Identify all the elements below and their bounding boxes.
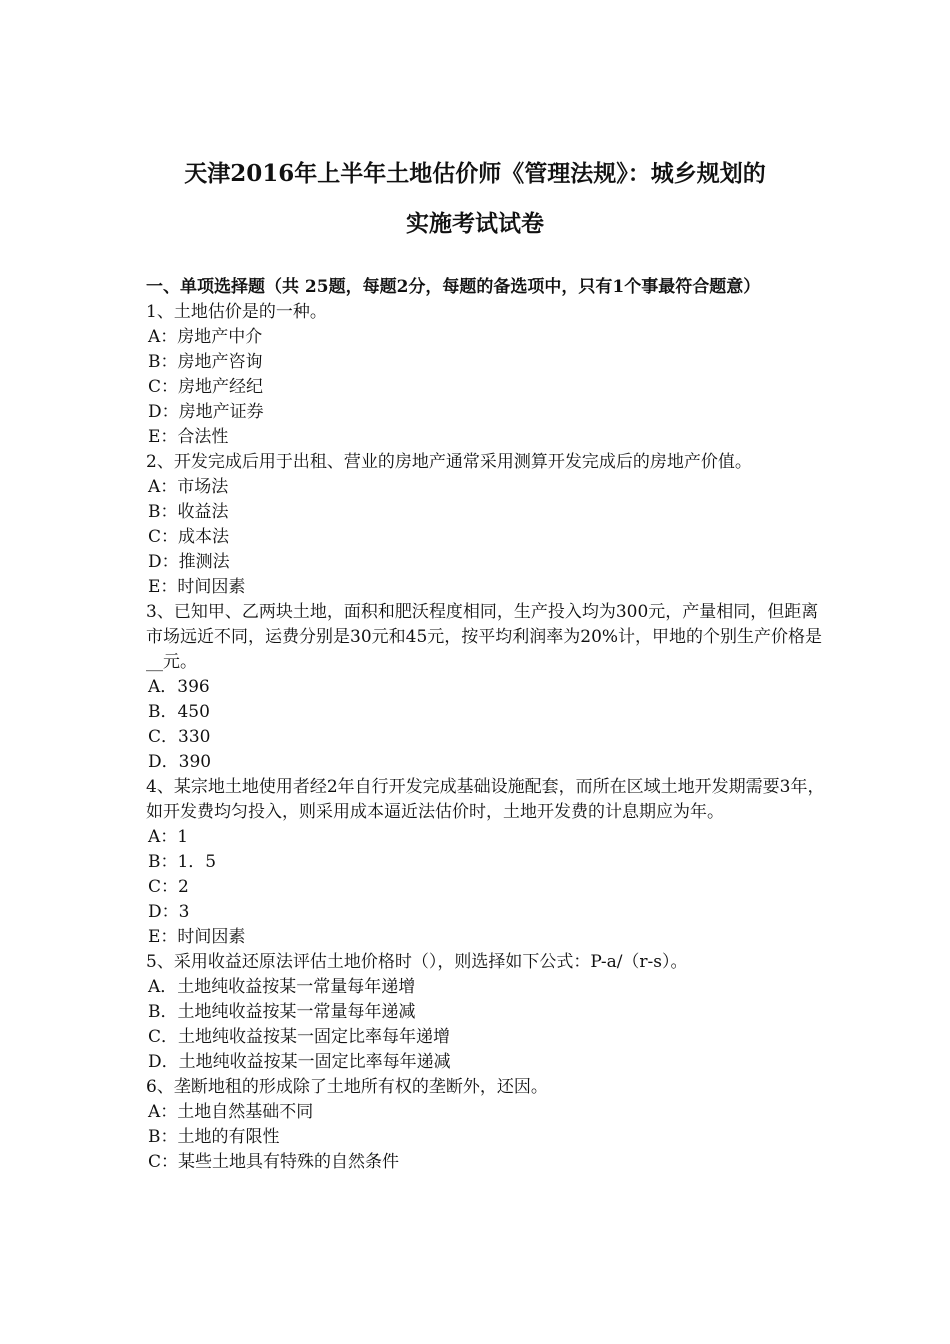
question-3-option-b: B．450 (148, 702, 210, 722)
question-4-option-d: D：3 (148, 902, 190, 922)
document-title-line-2: 实施考试试卷 (406, 210, 544, 237)
question-4: 4、某宗地土地使用者经2年自行开发完成基础设施配套，而所在区域土地开发期需要3年，如开发费均匀投入，则采用成本逼近法估价时，土地开发费的计息期应为年。 (146, 777, 825, 822)
question-1: 1、土地估价是的一种。 (146, 302, 327, 322)
question-2-option-d: D：推测法 (148, 552, 230, 572)
question-2-option-e: E：时间因素 (148, 577, 246, 597)
question-2-option-b: B：收益法 (148, 502, 229, 522)
question-5-option-b: B．土地纯收益按某一常量每年递减 (148, 1002, 416, 1022)
question-2: 2、开发完成后用于出租、营业的房地产通常采用测算开发完成后的房地产价值。 (146, 452, 752, 472)
question-6: 6、垄断地租的形成除了土地所有权的垄断外，还因。 (146, 1077, 548, 1097)
question-1-option-c: C：房地产经纪 (148, 377, 264, 397)
question-3-option-d: D．390 (148, 752, 212, 772)
exam-content (146, 275, 826, 1175)
question-2-option-c: C：成本法 (148, 527, 230, 547)
question-4-option-c: C：2 (148, 877, 189, 897)
question-6-option-c: C：某些土地具有特殊的自然条件 (148, 1152, 400, 1172)
question-6-option-a: A：土地自然基础不同 (148, 1102, 314, 1122)
question-4-option-e: E：时间因素 (148, 927, 246, 947)
question-3-option-a: A．396 (148, 677, 210, 697)
question-4-option-a: A：1 (148, 827, 189, 847)
question-1-option-d: D：房地产证券 (148, 402, 264, 422)
question-6-option-b: B：土地的有限性 (148, 1127, 280, 1147)
question-3-option-c: C．330 (148, 727, 211, 747)
question-1-option-e: E：合法性 (148, 427, 229, 447)
question-5-option-a: A．土地纯收益按某一常量每年递增 (148, 977, 416, 997)
question-3: 3、已知甲、乙两块土地，面积和肥沃程度相同，生产投入均为300元，产量相同，但距离市场远近不同，运费分别是30元和45元，按平均利润率为20%计，甲地的个别生产价格是__元。 (146, 602, 823, 672)
question-1-option-b: B：房地产咨询 (148, 352, 263, 372)
question-1-option-a: A：房地产中介 (148, 327, 263, 347)
question-5-option-c: C．土地纯收益按某一固定比率每年递增 (148, 1027, 451, 1047)
question-4-option-b: B：1．5 (148, 852, 217, 872)
section-header: 一、单项选择题（共 25题，每题2分，每题的备选项中，只有1个事最符合题意） (146, 277, 761, 297)
question-5-option-d: D．土地纯收益按某一固定比率每年递减 (148, 1052, 451, 1072)
document-title-line-1: 天津2016年上半年土地估价师《管理法规》：城乡规划的 (184, 160, 766, 187)
question-2-option-a: A：市场法 (148, 477, 229, 497)
question-5: 5、采用收益还原法评估土地价格时（），则选择如下公式：P-a/（r-s）。 (146, 952, 688, 972)
